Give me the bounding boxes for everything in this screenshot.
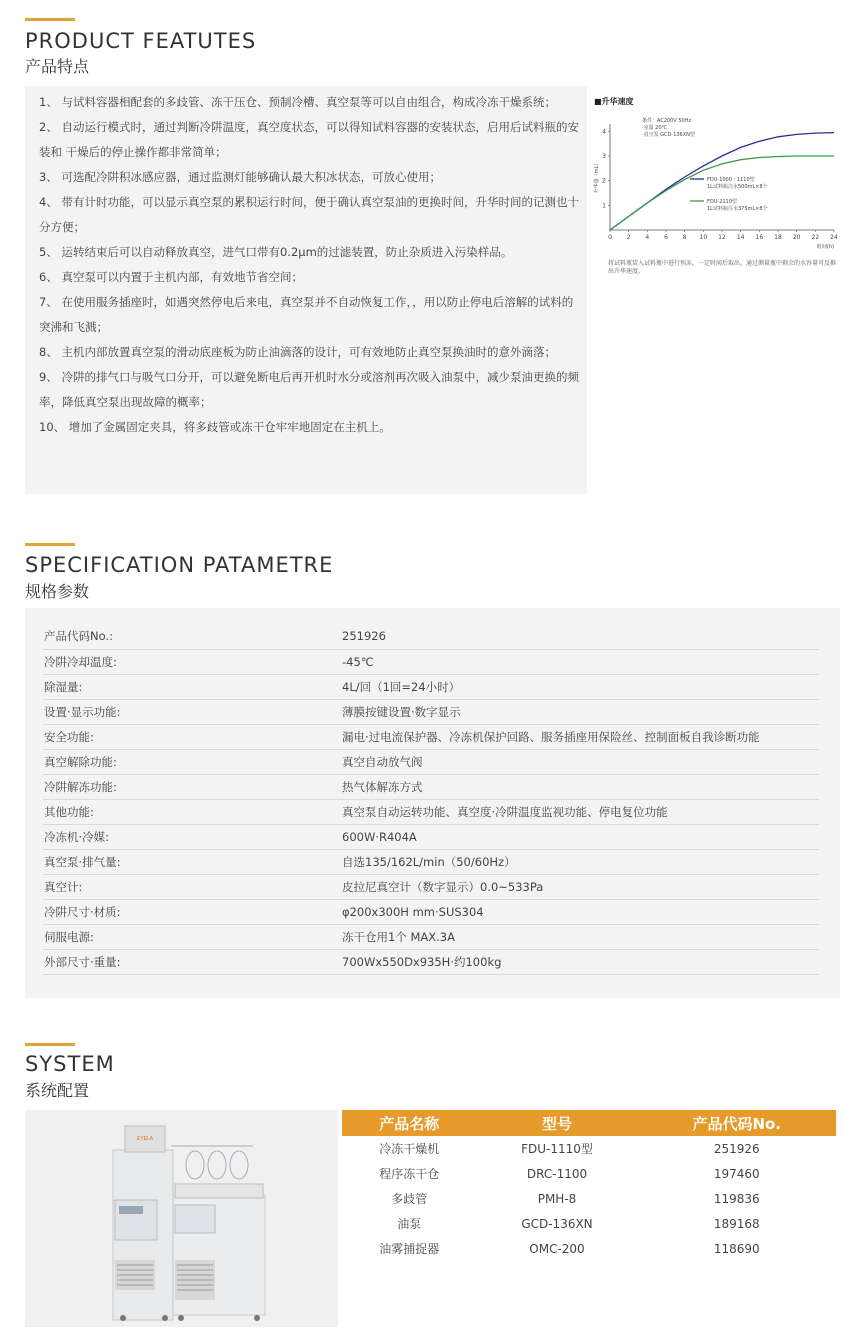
- x-tick-label: 14: [736, 234, 745, 241]
- y-tick-label: 1: [602, 202, 606, 210]
- spec-row: [43, 874, 819, 899]
- spec-value: 真空自动放气阀: [342, 749, 819, 774]
- product-name-cell: 冷冻干燥机: [379, 1142, 440, 1156]
- system-row: [342, 1211, 836, 1236]
- spec-row: [43, 774, 819, 799]
- section-accent-bar: [25, 543, 75, 546]
- spec-value: 251926: [342, 624, 819, 649]
- spec-row: [43, 699, 819, 724]
- spec-value: 700Wx550Dx935H·约100kg: [342, 949, 819, 974]
- chart-plot: [592, 92, 842, 262]
- system-row: [342, 1136, 836, 1161]
- spec-row: [43, 749, 819, 774]
- spec-label: 其他功能:: [43, 799, 342, 824]
- feature-item: 8、 主机内部放置真空泵的滑动底座板为防止油滴落的设计，可有效地防止真空泵换油时的意外滴落；: [39, 345, 556, 359]
- product-name-cell: 油泵: [397, 1217, 422, 1231]
- spec-row: [43, 899, 819, 924]
- feature-item: 7、 在使用服务插座时，如遇突然停电后来电，真空泵并不自动恢复工作，，用以防止停电后溶解的试料的突沸和飞溅；: [39, 295, 574, 334]
- product-name-cell: 程序冻干仓: [379, 1167, 440, 1181]
- product-code-cell: 189168: [713, 1216, 760, 1231]
- spec-row: [43, 624, 819, 649]
- system-table-header: [342, 1110, 836, 1136]
- feature-item: 2、 自动运行模式时，通过判断冷阱温度，真空度状态，可以得知试料容器的安装状态，启用后试料瓶的安装和 干燥后的停止操作都非常简单；: [39, 120, 579, 159]
- freeze-dryer-photo: [25, 1110, 338, 1327]
- spec-value: 热气体解冻方式: [342, 774, 819, 799]
- system-title-en: SYSTEM: [25, 1052, 115, 1076]
- features-list: [39, 90, 579, 440]
- model-cell: OMC-200: [529, 1241, 585, 1256]
- x-tick-label: 16: [755, 234, 764, 241]
- spec-row: [43, 824, 819, 849]
- chart-condition: ·真空泵 GCD-136XN型: [642, 132, 695, 138]
- x-tick-label: 24: [830, 234, 838, 241]
- x-tick-label: 22: [811, 234, 820, 241]
- spec-title-cn: 规格参数: [25, 582, 90, 601]
- features-title-en: PRODUCT FEATUTES: [25, 29, 257, 53]
- x-tick-label: 6: [664, 234, 668, 241]
- chart-title: ■升华速度: [594, 97, 634, 106]
- spec-value: 自选135/162L/min（50/60Hz）: [342, 849, 819, 874]
- spec-label: 冷阱尺寸·材质:: [43, 899, 342, 924]
- product-name-cell: 油雾捕捉器: [379, 1242, 440, 1256]
- x-tick-label: 10: [699, 234, 708, 241]
- feature-item: 10、 增加了金属固定夹具，将多歧管或冻干仓牢牢地固定在主机上。: [39, 420, 391, 434]
- model-cell: FDU-1110型: [521, 1142, 593, 1156]
- spec-label: 冷阱冷却温度:: [43, 649, 342, 674]
- spec-label: 外部尺寸·重量:: [43, 949, 342, 974]
- spec-panel: [25, 608, 840, 998]
- product-code-cell: 251926: [713, 1141, 760, 1156]
- spec-label: 真空泵·排气量:: [43, 849, 342, 874]
- freeze-dryer-illustration: [25, 1110, 338, 1327]
- spec-row: [43, 724, 819, 749]
- system-title-cn: 系统配置: [25, 1081, 90, 1100]
- spec-value: -45℃: [342, 649, 819, 674]
- x-tick-label: 20: [792, 234, 801, 241]
- chart-condition: ·室温 20℃: [642, 125, 668, 131]
- product-name-cell: 多歧管: [391, 1192, 428, 1206]
- spec-row: [43, 924, 819, 949]
- spec-label: 设置·显示功能:: [43, 699, 342, 724]
- features-title-cn: 产品特点: [25, 57, 90, 76]
- spec-row: [43, 799, 819, 824]
- spec-value: 600W·R404A: [342, 824, 819, 849]
- x-axis-label: 时间(h): [816, 244, 834, 250]
- system-row: [342, 1161, 836, 1186]
- model-cell: PMH-8: [537, 1191, 577, 1206]
- system-row: [342, 1236, 836, 1261]
- feature-item: 3、 可选配冷阱积冰感应器，通过监测灯能够确认最大积冰状态，可放心使用；: [39, 170, 441, 184]
- header-model: 型号: [477, 1110, 638, 1136]
- spec-label: 产品代码No.:: [43, 624, 342, 649]
- y-axis-label: 升华量（mL）: [594, 160, 600, 194]
- spec-value: 4L/回（1回=24小时）: [342, 674, 819, 699]
- x-tick-label: 8: [682, 234, 687, 241]
- legend-label: FDU-2110型: [707, 199, 737, 205]
- legend-note: 1L试料瓶注水500mL×8个: [707, 184, 768, 190]
- product-code-cell: 197460: [713, 1166, 760, 1181]
- sublimation-chart: [592, 92, 842, 292]
- x-tick-label: 2: [626, 234, 631, 241]
- spec-value: 皮拉尼真空计（数字显示）0.0~533Pa: [342, 874, 819, 899]
- model-cell: DRC-1100: [526, 1166, 588, 1181]
- spec-label: 伺服电源:: [43, 924, 342, 949]
- spec-value: 薄膜按键设置·数字显示: [342, 699, 819, 724]
- series-line: [610, 156, 834, 230]
- x-tick-label: 18: [774, 234, 782, 241]
- spec-row: [43, 649, 819, 674]
- feature-item: 4、 带有计时功能，可以显示真空泵的累积运行时间，便于确认真空泵油的更换时间，升华时间的记测也十分方便；: [39, 195, 579, 234]
- product-code-cell: 119836: [713, 1191, 760, 1206]
- x-tick-label: 4: [645, 234, 650, 241]
- spec-table: [43, 624, 819, 975]
- header-product-code: 产品代码No.: [637, 1110, 836, 1136]
- y-tick-label: 2: [602, 177, 606, 185]
- spec-value: 真空泵自动运转功能、真空度·冷阱温度监视功能、停电复位功能: [342, 799, 819, 824]
- brand-logo: EYELA: [137, 1136, 154, 1142]
- x-tick-label: 0: [608, 234, 612, 241]
- spec-label: 真空解除功能:: [43, 749, 342, 774]
- system-row: [342, 1186, 836, 1211]
- feature-item: 6、 真空泵可以内置于主机内部，有效地节省空间；: [39, 270, 303, 284]
- x-tick-label: 12: [718, 234, 726, 241]
- section-accent-bar: [25, 18, 75, 21]
- spec-value: 冻干仓用1个 MAX.3A: [342, 924, 819, 949]
- chart-condition: 条件：AC200V 50Hz: [642, 118, 692, 124]
- chart-caption: 将试料瓶装入试料瓶中进行预冻，一定时间后取出，通过测量瓶中剩余的水容量可反推出升华速度。: [608, 260, 837, 275]
- legend-note: 1L试料瓶注水375mL×8个: [707, 206, 768, 212]
- product-code-cell: 118690: [713, 1241, 760, 1256]
- section-accent-bar: [25, 1043, 75, 1046]
- spec-label: 真空计:: [43, 874, 342, 899]
- spec-value: φ200x300H mm·SUS304: [342, 899, 819, 924]
- spec-row: [43, 674, 819, 699]
- feature-item: 9、 冷阱的排气口与吸气口分开，可以避免断电后再开机时水分或溶剂再次吸入油泵中，减少泵油更换的频率，降低真空泵出现故障的概率；: [39, 370, 579, 409]
- spec-label: 冷冻机·冷媒:: [43, 824, 342, 849]
- model-cell: GCD-136XN: [521, 1216, 593, 1231]
- feature-item: 5、 运转结束后可以自动释放真空，进气口带有0.2μm的过滤装置，防止杂质进入污染样品。: [39, 245, 513, 259]
- header-product-name: 产品名称: [342, 1110, 477, 1136]
- feature-item: 1、 与试料容器相配套的多歧管、冻干压仓、预制冷槽、真空泵等可以自由组合，构成冷冻干燥系统；: [39, 95, 556, 109]
- spec-value: 漏电·过电流保护器、冷冻机保护回路、服务插座用保险丝、控制面板自我诊断功能: [342, 724, 819, 749]
- features-panel: [25, 86, 587, 494]
- y-tick-label: 4: [602, 128, 606, 136]
- legend-label: FDU-1000・1110型: [707, 177, 755, 183]
- spec-row: [43, 949, 819, 974]
- y-tick-label: 3: [602, 153, 606, 161]
- spec-title-en: SPECIFICATION PATAMETRE: [25, 553, 334, 577]
- spec-label: 冷阱解冻功能:: [43, 774, 342, 799]
- system-table: [342, 1110, 836, 1261]
- spec-row: [43, 849, 819, 874]
- spec-label: 安全功能:: [43, 724, 342, 749]
- spec-label: 除湿量:: [43, 674, 342, 699]
